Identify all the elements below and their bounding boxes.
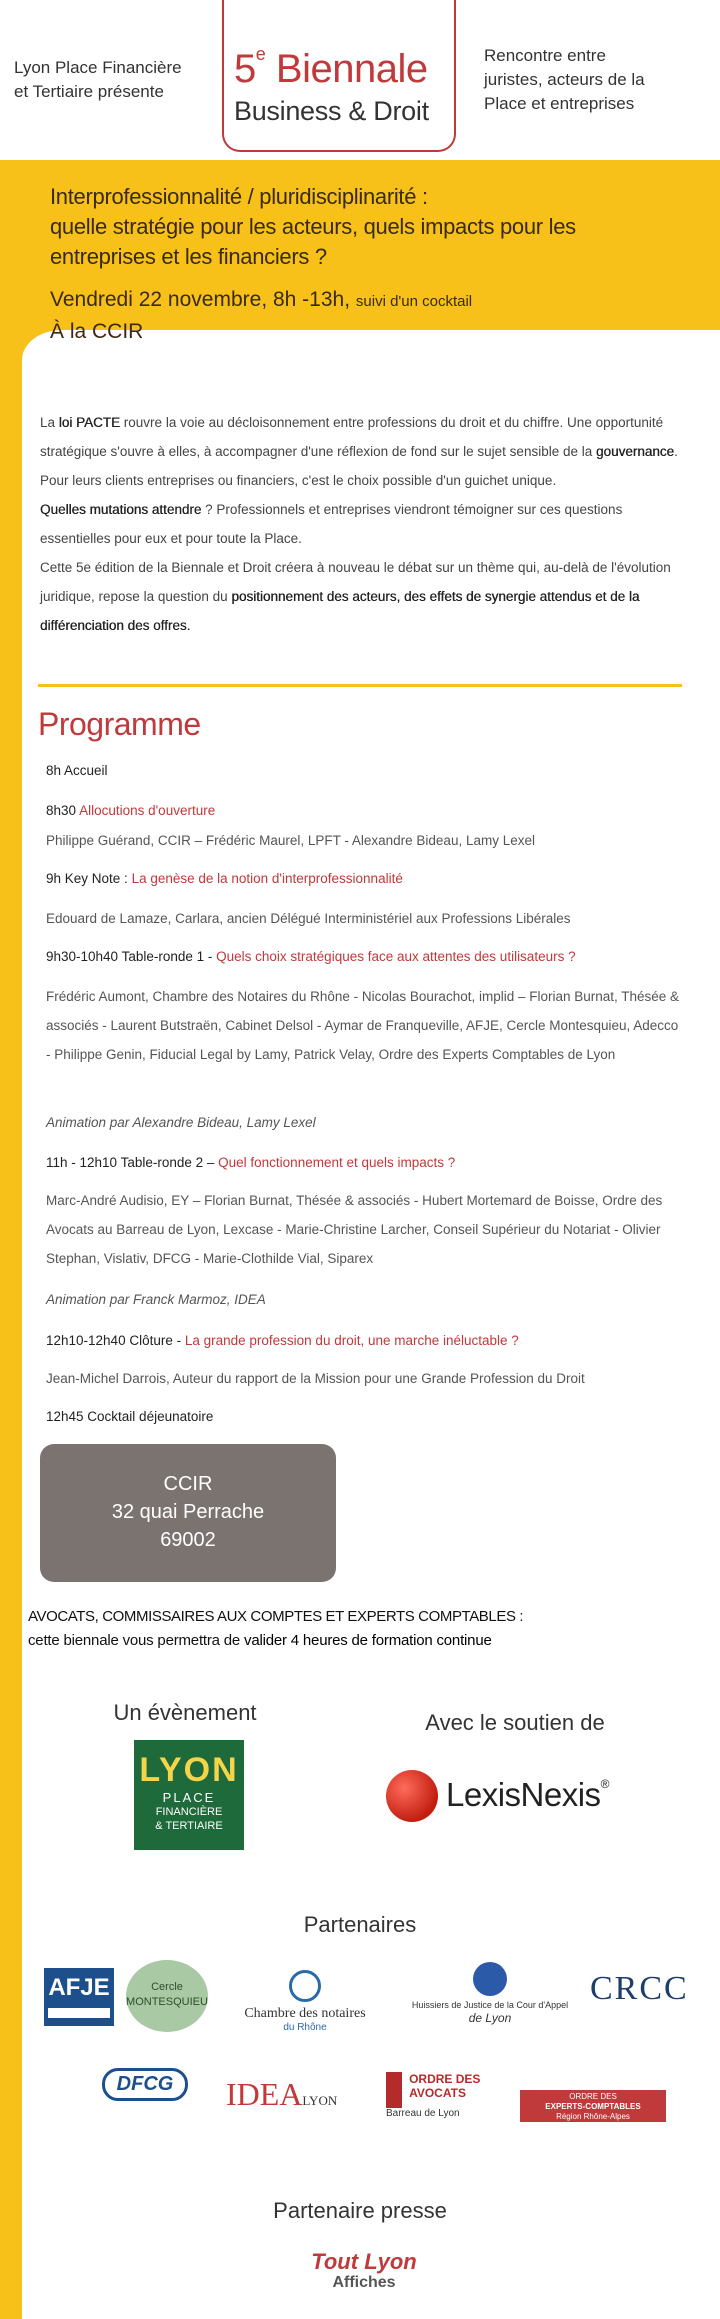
programme-session-5-speakers: Jean-Michel Darrois, Auteur du rapport de la Mission pour une Grande Profession du Droit — [46, 1371, 585, 1386]
organizer-intro-line2: et Tertiaire présente — [14, 82, 164, 101]
programme-session-1-speakers: Philippe Guérand, CCIR – Frédéric Maurel, LPFT - Alexandre Bideau, Lamy Lexel — [46, 833, 535, 848]
afje-logo: AFJE — [44, 1968, 114, 2026]
programme-cocktail: 12h45 Cocktail déjeunatoire — [46, 1409, 214, 1424]
intro-paragraph-3: Cette 5e édition de la Biennale et Droit créera à nouveau le débat sur un thème qui, au-delà de l'évolution juridique, repose la question du positionnement des acteurs, des effets de synergie attendus et de la différenciation des offres. — [40, 560, 671, 633]
support-heading: Avec le soutien de — [425, 1710, 605, 1735]
address-text: CCIR 32 quai Perrache 69002 — [111, 1473, 265, 1551]
intro-paragraph-1: La loi PACTE rouvre la voie au décloisonnement entre professions du droit et du chiffre. Une opportunité stratégique s'ouvre à elles, à accompagner d'une réflexion de fond sur le sujet sensible de la gouvernance. Pour leurs clients entreprises ou financiers, c'est le choix possible d'un guichet unique. — [40, 415, 678, 488]
huissiers-emblem-icon — [473, 1962, 507, 1996]
avocats-emblem-icon — [386, 2072, 402, 2108]
ordre-experts-comptables-logo: ORDRE DES EXPERTS-COMPTABLES Région Rhône-Alpes — [520, 2090, 666, 2122]
huissiers-logo: Huissiers de Justice de la Cour d'Appel de Lyon — [410, 1962, 570, 2036]
idea-lyon-logo: IDEALYON — [226, 2076, 338, 2112]
cercle-montesquieu-logo: Cercle MONTESQUIEU — [126, 1960, 208, 2032]
tout-lyon-affiches-logo: Tout Lyon Affiches — [311, 2249, 417, 2291]
programme-session-2-speakers: Edouard de Lamaze, Carlara, ancien Délégué Interministériel aux Professions Libérales — [46, 911, 571, 926]
programme-session-3-speakers: Frédéric Aumont, Chambre des Notaires du Rhône - Nicolas Bourachot, implid – Florian Burnat, Thésée & associés - Laurent Butstraën, Cabinet Delsol - Aymar de Franqueville, AFJE, Cercle Montesquieu, Adecco - Philippe Genin, Fiducial Legal by Lamy, Patrick Velay, Ordre des Experts Comptables de Lyon — [46, 989, 680, 1062]
intro-text — [40, 408, 680, 640]
programme-session-4-speakers: Marc-André Audisio, EY – Florian Burnat, Thésée & associés - Hubert Mortemard de Boisse, Ordre des Avocats au Barreau de Lyon, Lexcase - Marie-Christine Larcher, Conseil Supérieur du Notariat - Olivier Stephan, Vislativ, DFCG - Marie-Clothilde Vial, Siparex — [46, 1193, 663, 1266]
organizer-intro-line1: Lyon Place Financière — [14, 58, 182, 77]
biennale-logo-title: 5e Biennale — [234, 44, 428, 91]
programme-session-1: 8h30 Allocutions d'ouverture — [46, 803, 216, 818]
training-audience: AVOCATS, COMMISSAIRES AUX COMPTES ET EXPERTS COMPTABLES : — [28, 1608, 524, 1625]
banner-title: Interprofessionnalité / pluridisciplinarité : quelle stratégie pour les acteurs, quels impacts pour les entreprises et les financiers ? — [50, 184, 576, 269]
programme-session-2: 9h Key Note : La genèse de la notion d'interprofessionnalité — [46, 871, 403, 886]
programme-accueil: 8h Accueil — [46, 763, 108, 778]
dfcg-logo: DFCG — [90, 2068, 200, 2128]
chambre-notaires-logo: Chambre des notaires du Rhône — [220, 1970, 390, 2030]
programme-session-4-moderator: Animation par Franck Marmoz, IDEA — [46, 1292, 266, 1307]
partners-heading: Partenaires — [303, 1912, 417, 1937]
intro-paragraph-2: Quelles mutations attendre ? Professionnels et entreprises viendront témoigner sur ces questions essentielles pour eux et pour toute la Place. — [40, 502, 623, 546]
programme-session-5: 12h10-12h40 Clôture - La grande profession du droit, une marche inéluctable ? — [46, 1333, 519, 1348]
event-place: À la CCIR — [50, 320, 144, 343]
press-heading: Partenaire presse — [273, 2198, 447, 2223]
notaires-emblem-icon — [289, 1970, 321, 2002]
section-divider — [38, 684, 682, 687]
biennale-logo-subtitle: Business & Droit — [234, 96, 429, 126]
lexisnexis-logo: LexisNexis® — [446, 1776, 609, 1813]
programme-session-3: 9h30-10h40 Table-ronde 1 - Quels choix stratégiques face aux attentes des utilisateurs ? — [46, 949, 576, 964]
organizer-heading: Un évènement — [113, 1700, 257, 1725]
programme-title: Programme — [38, 706, 201, 742]
event-tagline: Rencontre entre juristes, acteurs de la Place et entreprises — [484, 46, 645, 113]
lyon-place-financiere-logo: LYON PLACE FINANCIÈRE & TERTIAIRE — [134, 1740, 244, 1850]
ordre-avocats-logo: ORDRE DES AVOCATS Barreau de Lyon — [386, 2072, 481, 2119]
crcc-logo: CRCC — [590, 1970, 689, 2007]
training-notice: cette biennale vous permettra de valider 4 heures de formation continue — [28, 1632, 492, 1649]
lexisnexis-logo-icon — [386, 1770, 438, 1822]
event-date: Vendredi 22 novembre, 8h -13h, suivi d'un cocktail — [50, 288, 473, 311]
programme-session-3-moderator: Animation par Alexandre Bideau, Lamy Lexel — [46, 1115, 316, 1130]
programme-session-4: 11h - 12h10 Table-ronde 2 – Quel fonctionnement et quels impacts ? — [46, 1155, 456, 1170]
organizer-intro — [14, 56, 224, 104]
